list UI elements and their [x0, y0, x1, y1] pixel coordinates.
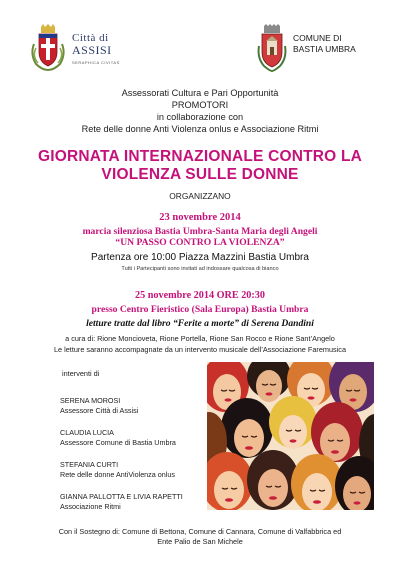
speaker-item [60, 460, 175, 479]
speaker-name: CLAUDIA LUCIA [60, 428, 114, 437]
event1-description [0, 226, 400, 248]
event1-route: marcia silenziosa Bastia Umbra-Santa Maria degli Angeli [82, 226, 318, 237]
promoters-line-4: Rete delle donne Anti Violenza onlus e Associazione Ritmi [81, 124, 319, 134]
speaker-role: Rete delle donne AntiViolenza onlus [60, 469, 175, 479]
speaker-role: Associazione Ritmi [60, 501, 121, 511]
main-title-line-2: VIOLENZA SULLE DONNE [101, 166, 299, 183]
promoters-line-2: PROMOTORI [171, 100, 229, 110]
event1-departure: Partenza ore 10:00 Piazza Mazzini Bastia Umbra [91, 252, 309, 263]
event2-music: Le letture saranno accompagnate da un intervento musicale dell’Associazione Faremusica [53, 345, 347, 354]
bastia-coat-of-arms-icon [255, 24, 289, 72]
speaker-name: STEFANIA CURTI [60, 460, 119, 469]
support-line-1: Con il Sostegno di: Comune di Bettona, Comune di Cannara, Comune di Valfabbrica ed [58, 527, 342, 536]
event1-slogan: “UN PASSO CONTRO LA VIOLENZA” [115, 237, 285, 248]
promoters-line-3: in collaborazione con [156, 112, 244, 122]
speaker-name: SERENA MOROSI [60, 396, 121, 405]
event1-date: 23 novembre 2014 [159, 212, 241, 223]
assisi-city-prefix: Città di [72, 32, 109, 44]
event2-readings: letture tratte dal libro “Ferite a morte” di Serena Dandini [86, 318, 314, 329]
organizers-label: ORGANIZZANO [169, 191, 231, 201]
speaker-role: Assessore Comune di Bastia Umbra [60, 437, 176, 447]
assisi-city-name: ASSISI [72, 43, 112, 57]
header [0, 24, 400, 76]
main-title [0, 148, 400, 184]
promoters-block [0, 87, 400, 135]
event2-venue: presso Centro Fieristico (Sala Europa) Bastia Umbra [91, 304, 309, 315]
women-faces-illustration [207, 362, 374, 510]
main-title-line-1: GIORNATA INTERNAZIONALE CONTRO LA [37, 148, 363, 165]
support-block [0, 527, 400, 546]
event2-date-time: 25 novembre 2014 ORE 20:30 [135, 290, 265, 301]
speaker-item [60, 396, 138, 415]
speaker-name: GIANNA PALLOTTA E LIVIA RAPETTI [60, 492, 183, 501]
assisi-coat-of-arms-icon [28, 24, 68, 72]
event2-curated-by: a cura di: Rione Moncioveta, Rione Portella, Rione San Rocco e Rione Sant’Angelo [65, 334, 335, 343]
support-line-2: Ente Palio de San Michele [157, 536, 243, 546]
speakers-heading: interventi di [62, 369, 100, 378]
speaker-role: Assessore Città di Assisi [60, 405, 139, 415]
bastia-label [293, 33, 356, 55]
assisi-label [72, 32, 120, 65]
event2-credits [0, 333, 400, 355]
bastia-name: BASTIA UMBRA [293, 44, 356, 54]
speaker-item [60, 428, 176, 447]
promoters-line-1: Assessorati Cultura e Pari Opportunità [121, 88, 279, 98]
assisi-motto: SERAPHICA CIVITAS [72, 60, 120, 65]
event1-note: Tutti i Partecipanti sono invitati ad indossare qualcosa di bianco [121, 266, 279, 272]
speaker-item [60, 492, 183, 511]
bastia-prefix: COMUNE DI [293, 33, 342, 43]
